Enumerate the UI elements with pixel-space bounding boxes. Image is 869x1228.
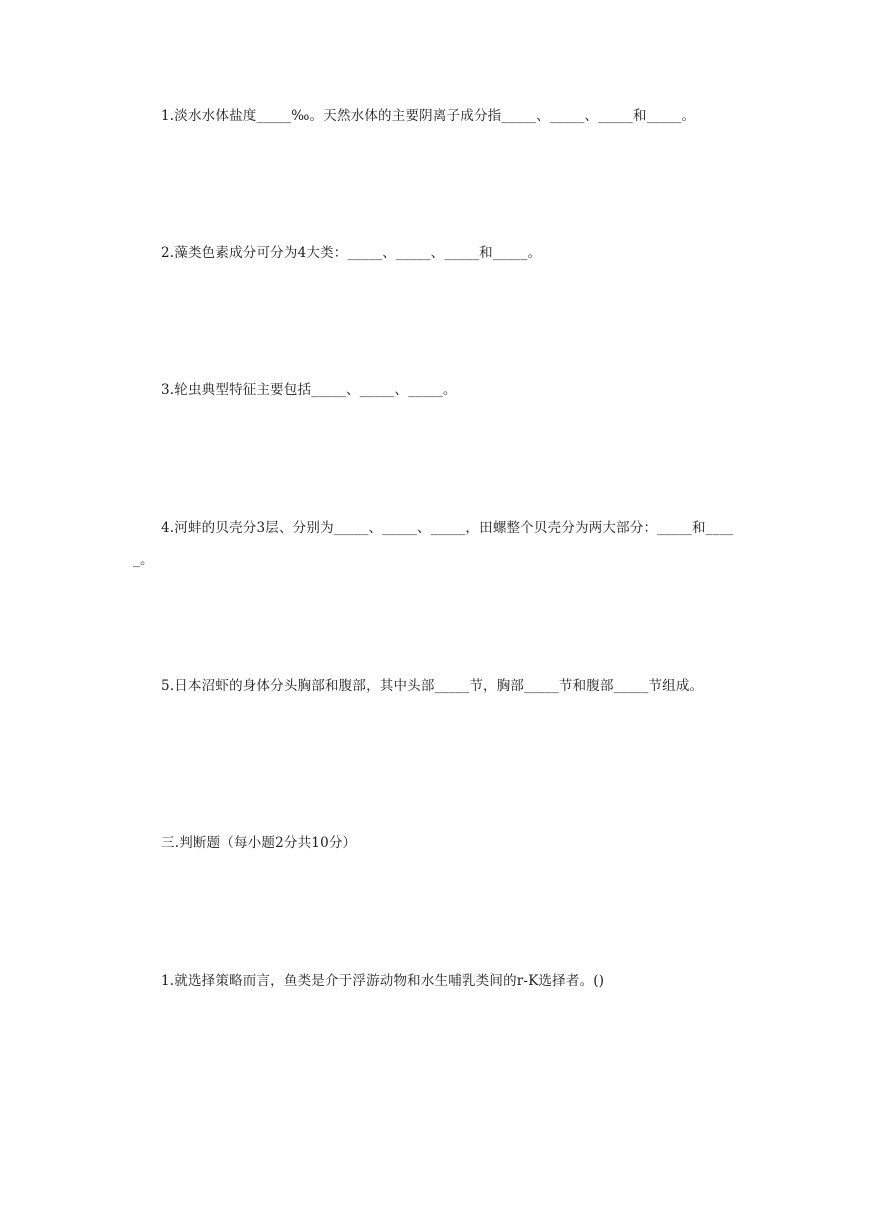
fill-blank-question-3: 3.轮虫典型特征主要包括_____、_____、_____。	[161, 382, 457, 398]
fill-blank-question-1: 1.淡水水体盐度_____‰。天然水体的主要阴离子成分指_____、_____、_____和_____。	[161, 108, 696, 124]
fill-blank-question-5: 5.日本沼虾的身体分头胸部和腹部，其中头部_____节，胸部_____节和腹部_____节组成。	[161, 678, 704, 694]
section-heading-true-false: 三.判断题（每小题2分共10分）	[161, 835, 357, 851]
fill-blank-question-4: 4.河蚌的贝壳分3层、分别为_____、_____、_____，田螺整个贝壳分为两大部分：_____和_____。	[133, 520, 734, 568]
true-false-question-1: 1.就选择策略而言，鱼类是介于浮游动物和水生哺乳类间的r-K选择者。()	[161, 973, 605, 989]
fill-blank-question-2: 2.藻类色素成分可分为4大类：_____、_____、_____和_____。	[161, 245, 542, 261]
